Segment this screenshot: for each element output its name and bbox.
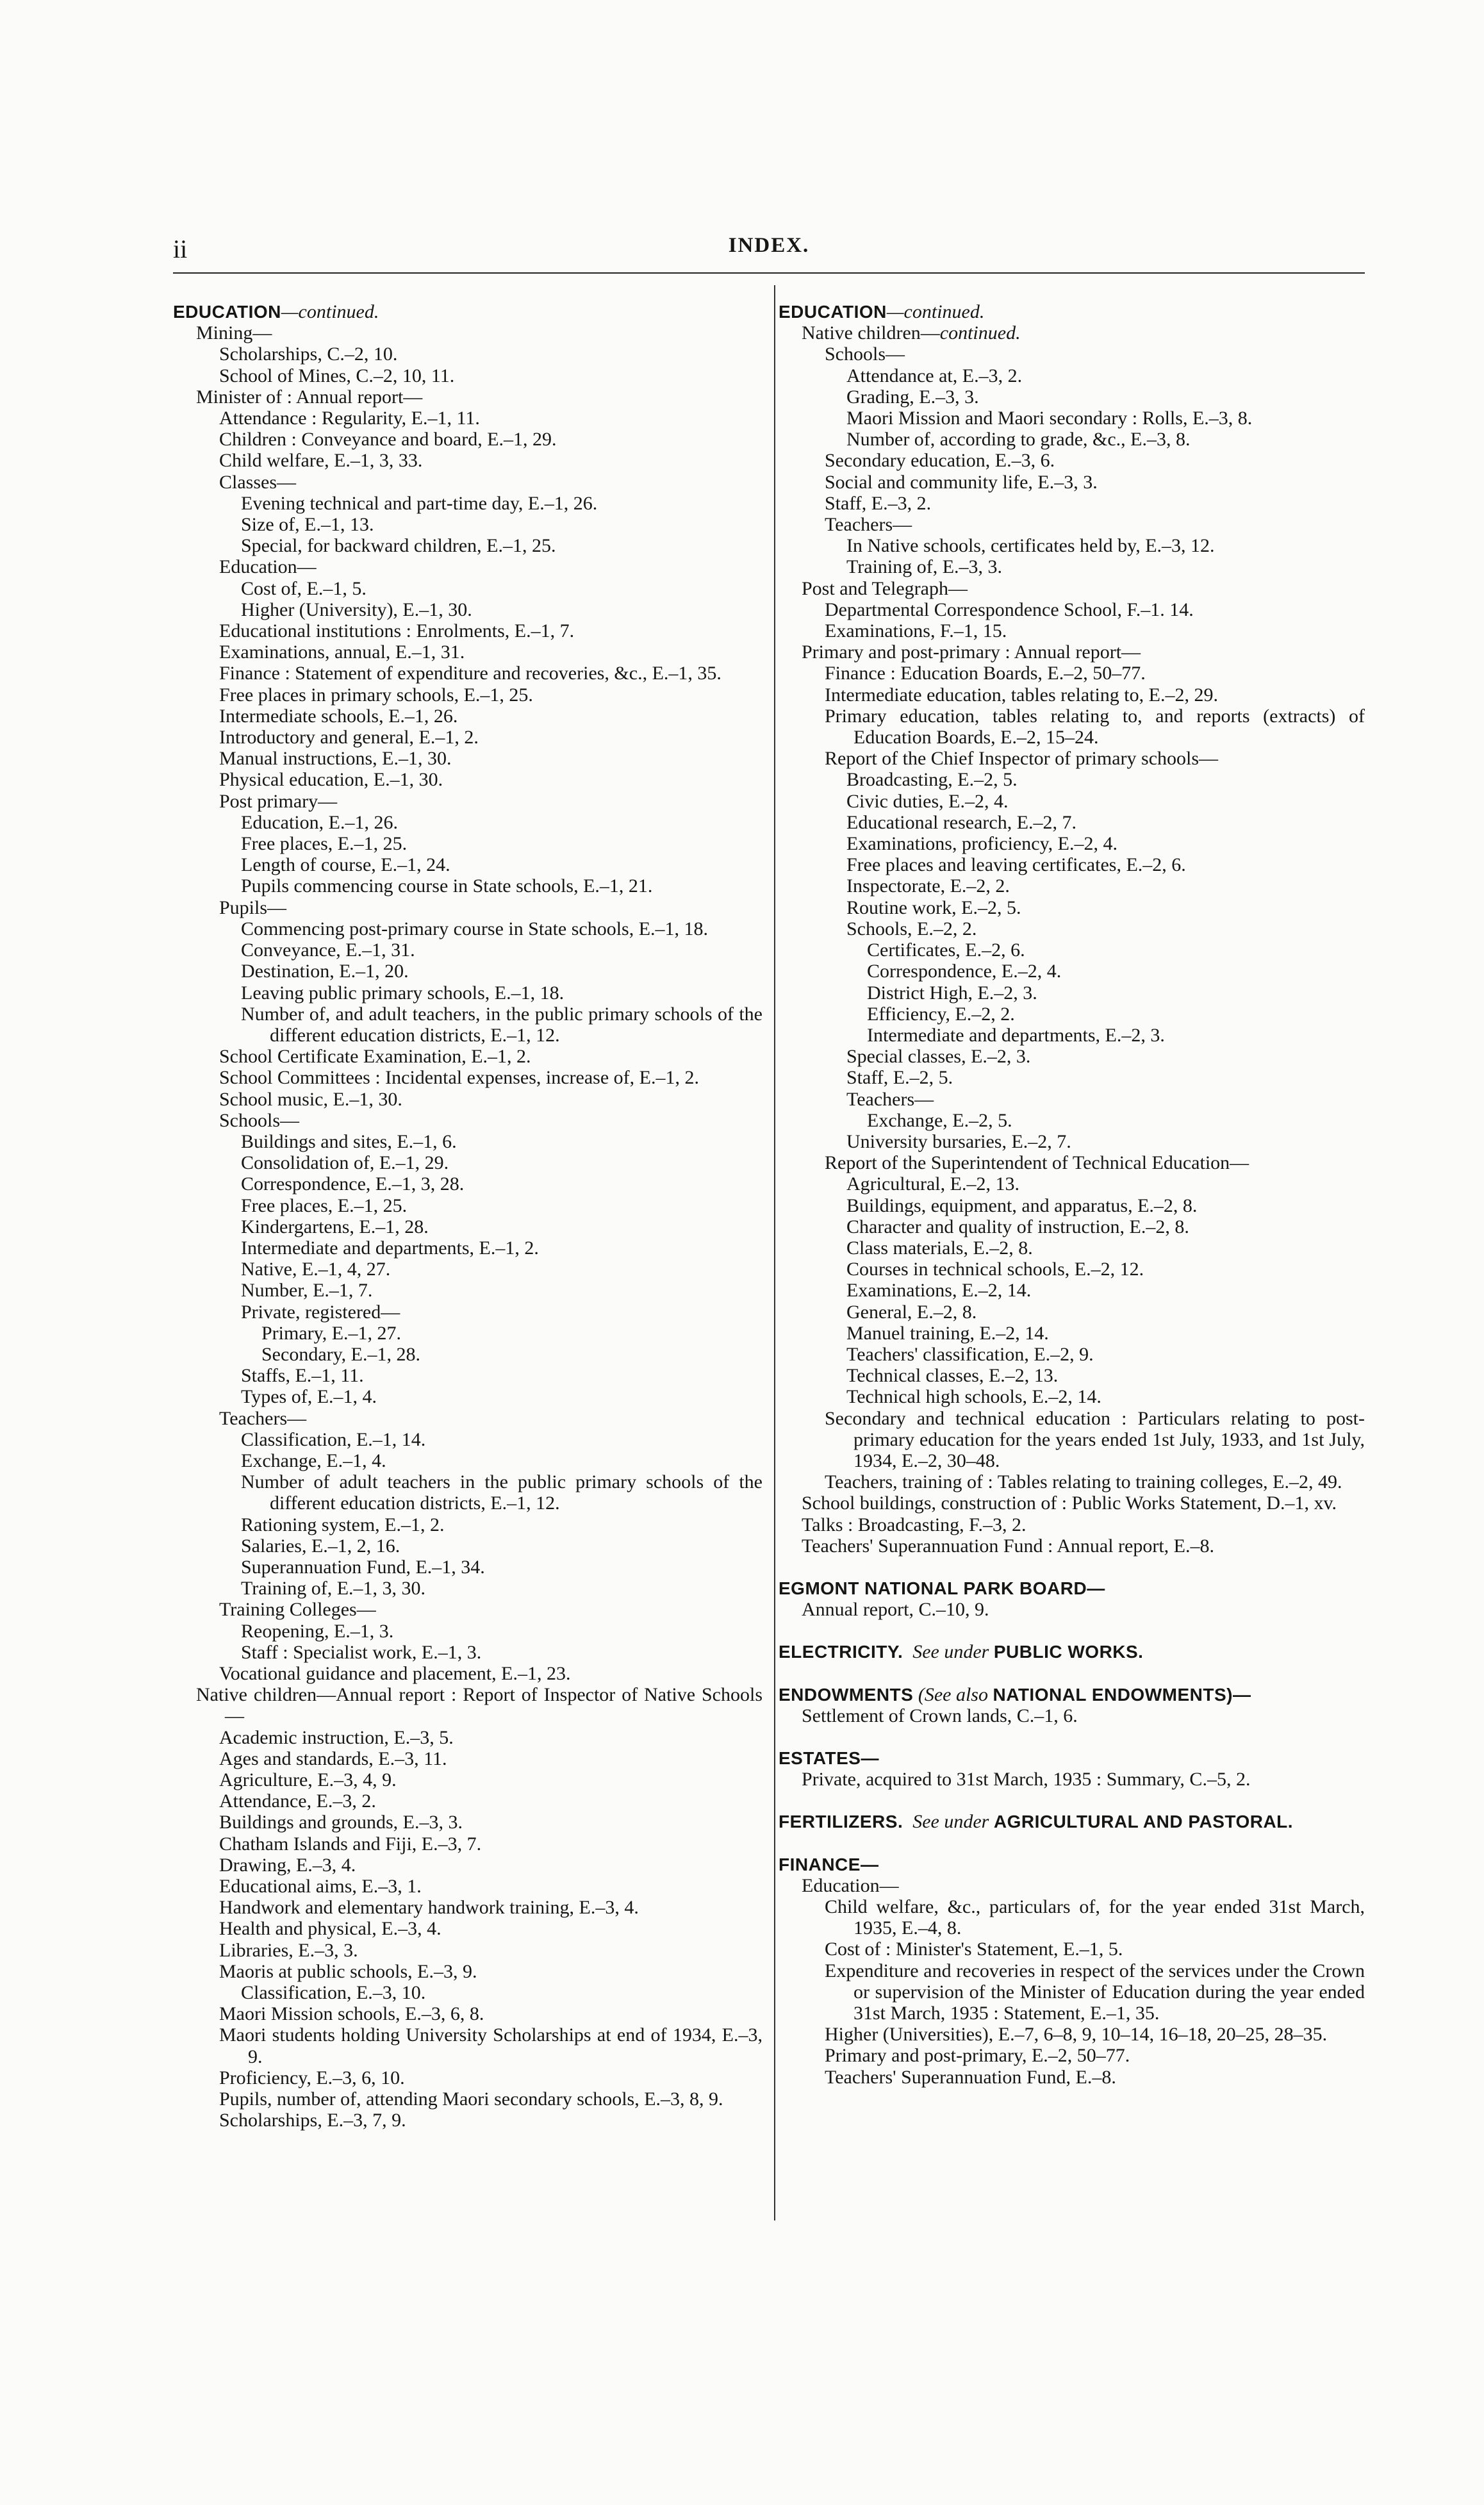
index-entry: Maori students holding University Scholarships at end of 1934, E.–3, 9.	[219, 2024, 763, 2067]
index-entry: Conveyance, E.–1, 31.	[241, 939, 415, 961]
index-entry: Maori Mission and Maori secondary : Rolls, E.–3, 8.	[846, 408, 1253, 429]
index-entry: Primary and post-primary, E.–2, 50–77.	[825, 2045, 1130, 2067]
index-entry: Academic instruction, E.–3, 5.	[219, 1726, 454, 1748]
index-entry: Primary, E.–1, 27.	[261, 1322, 402, 1344]
index-entry: Staffs, E.–1, 11.	[241, 1365, 364, 1387]
index-entry: Expenditure and recoveries in respect of the services under the Crown or supervision of the Minister of Education during the year ended 31st March, 1935 : Statement, E.–1, 35.	[825, 1960, 1365, 2024]
section-heading: EDUCATION—continued.	[779, 301, 985, 322]
index-entry: Chatham Islands and Fiji, E.–3, 7.	[219, 1833, 482, 1855]
index-entry: Teachers' Superannuation Fund, E.–8.	[825, 2066, 1116, 2088]
index-entry: Correspondence, E.–1, 3, 28.	[241, 1173, 465, 1195]
index-entry: Free places, E.–1, 25.	[241, 1195, 408, 1216]
index-entry: Evening technical and part-time day, E.–1, 26.	[241, 492, 598, 514]
sub-heading: Native children—continued.	[802, 322, 1021, 344]
index-entry: Class materials, E.–2, 8.	[846, 1237, 1033, 1259]
index-entry: Schools—	[825, 343, 905, 365]
index-entry: Native children—Annual report : Report of Inspector of Native Schools—	[196, 1684, 763, 1727]
index-entry: Cost of : Minister's Statement, E.–1, 5.	[825, 1939, 1123, 1960]
index-entry: Manual instructions, E.–1, 30.	[219, 748, 452, 770]
index-entry: Agricultural, E.–2, 13.	[846, 1173, 1019, 1195]
index-entry: Private, acquired to 31st March, 1935 : Summary, C.–5, 2.	[802, 1769, 1251, 1790]
section-heading-endowments: ENDOWMENTS (See also NATIONAL ENDOWMENTS)—	[779, 1683, 1251, 1705]
index-entry: Civic duties, E.–2, 4.	[846, 790, 1009, 812]
index-entry: Handwork and elementary handwork training, E.–3, 4.	[219, 1897, 639, 1919]
index-entry: Maoris at public schools, E.–3, 9.	[219, 1960, 477, 1982]
index-entry: Classes—	[219, 471, 296, 493]
index-entry: Length of course, E.–1, 24.	[241, 854, 450, 876]
index-entry: Attendance : Regularity, E.–1, 11.	[219, 408, 480, 429]
index-entry: Kindergartens, E.–1, 28.	[241, 1216, 429, 1237]
page-number: ii	[173, 235, 188, 263]
index-entry: Exchange, E.–1, 4.	[241, 1450, 386, 1471]
index-entry: General, E.–2, 8.	[846, 1301, 977, 1323]
index-entry: Pupils commencing course in State schools, E.–1, 21.	[241, 875, 653, 897]
index-entry: Primary and post-primary : Annual report—	[802, 641, 1141, 663]
index-entry: Higher (University), E.–1, 30.	[241, 599, 472, 620]
index-entry: School Certificate Examination, E.–1, 2.	[219, 1046, 531, 1068]
index-entry: Buildings and sites, E.–1, 6.	[241, 1130, 457, 1152]
index-entry: School music, E.–1, 30.	[219, 1088, 402, 1110]
index-entry: Teachers—	[219, 1407, 307, 1429]
index-entry: School buildings, construction of : Public Works Statement, D.–1, xv.	[802, 1492, 1337, 1514]
index-entry: Buildings, equipment, and apparatus, E.–2, 8.	[846, 1195, 1198, 1216]
index-entry: Consolidation of, E.–1, 29.	[241, 1152, 449, 1174]
index-entry: Examinations, proficiency, E.–2, 4.	[846, 833, 1117, 855]
index-entry: Vocational guidance and placement, E.–1, 23.	[219, 1663, 571, 1684]
index-entry: Teachers—	[825, 514, 912, 536]
index-entry: Talks : Broadcasting, F.–3, 2.	[802, 1514, 1026, 1535]
index-entry: Primary education, tables relating to, and reports (extracts) of Education Boards, E.–2, 15–24.	[825, 705, 1365, 748]
index-entry: Training of, E.–3, 3.	[846, 556, 1003, 578]
index-entry: Secondary education, E.–3, 6.	[825, 450, 1055, 472]
index-entry: Attendance, E.–3, 2.	[219, 1790, 376, 1812]
index-entry: Health and physical, E.–3, 4.	[219, 1918, 441, 1940]
index-entry: Education—	[219, 556, 317, 578]
index-entry: Special, for backward children, E.–1, 25.	[241, 535, 556, 557]
index-entry: Courses in technical schools, E.–2, 12.	[846, 1259, 1144, 1280]
index-entry: Educational institutions : Enrolments, E.–1, 7.	[219, 620, 575, 642]
index-entry: Secondary and technical education : Particulars relating to post-primary education for the years ended 1st July, 1933, and 1st July, 1934, E.–2, 30–48.	[825, 1407, 1365, 1471]
index-entry: Staff, E.–2, 5.	[846, 1067, 953, 1089]
index-entry: Examinations, F.–1, 15.	[825, 620, 1007, 642]
index-entry: Educational research, E.–2, 7.	[846, 811, 1077, 833]
index-entry: Private, registered—	[241, 1301, 400, 1323]
index-entry: Cost of, E.–1, 5.	[241, 577, 367, 599]
index-entry: Number, E.–1, 7.	[241, 1280, 373, 1302]
column-divider	[774, 285, 775, 2220]
page-header	[173, 234, 1365, 267]
section-heading-estates: ESTATES—	[779, 1748, 879, 1768]
index-entry: Efficiency, E.–2, 2.	[867, 1003, 1015, 1025]
index-entry: Post primary—	[219, 790, 338, 812]
index-entry: Report of the Superintendent of Technical Education—	[825, 1152, 1249, 1174]
section-heading-electricity: ELECTRICITY. See under PUBLIC WORKS.	[779, 1641, 1144, 1663]
index-entry: Inspectorate, E.–2, 2.	[846, 875, 1010, 897]
index-entry: Maori Mission schools, E.–3, 6, 8.	[219, 2003, 484, 2025]
index-entry: District High, E.–2, 3.	[867, 982, 1037, 1004]
index-entry: Size of, E.–1, 13.	[241, 514, 374, 536]
index-entry: Libraries, E.–3, 3.	[219, 1939, 358, 1961]
index-entry: Post and Telegraph—	[802, 577, 968, 599]
index-entry: Report of the Chief Inspector of primary schools—	[825, 748, 1219, 770]
index-entry: Intermediate schools, E.–1, 26.	[219, 705, 458, 727]
index-entry: Finance : Statement of expenditure and recoveries, &c., E.–1, 35.	[219, 663, 721, 684]
index-entry: Scholarships, E.–3, 7, 9.	[219, 2110, 406, 2131]
header-rule	[173, 272, 1365, 274]
index-entry: Drawing, E.–3, 4.	[219, 1854, 356, 1876]
index-entry: Classification, E.–1, 14.	[241, 1428, 426, 1450]
index-entry: Intermediate and departments, E.–2, 3.	[867, 1024, 1165, 1046]
index-entry: Minister of : Annual report—	[196, 386, 423, 408]
index-entry: Children : Conveyance and board, E.–1, 29.	[219, 429, 557, 451]
index-entry: Training of, E.–1, 3, 30.	[241, 1578, 426, 1600]
index-entry: Secondary, E.–1, 28.	[261, 1343, 420, 1365]
index-entry: Agriculture, E.–3, 4, 9.	[219, 1769, 397, 1791]
index-entry: Teachers—	[846, 1088, 934, 1110]
index-entry: Mining—	[196, 322, 272, 344]
right-column	[779, 301, 1365, 2088]
index-entry: Classification, E.–3, 10.	[241, 1982, 426, 2004]
index-entry: Superannuation Fund, E.–1, 34.	[241, 1556, 485, 1578]
index-entry: Native, E.–1, 4, 27.	[241, 1259, 391, 1280]
index-entry: Schools, E.–2, 2.	[846, 918, 977, 939]
index-entry: Destination, E.–1, 20.	[241, 961, 409, 982]
index-entry: Leaving public primary schools, E.–1, 18.	[241, 982, 565, 1004]
index-entry: Certificates, E.–2, 6.	[867, 939, 1025, 961]
index-entry: Exchange, E.–2, 5.	[867, 1109, 1012, 1131]
index-entry: Examinations, E.–2, 14.	[846, 1280, 1032, 1302]
index-entry: University bursaries, E.–2, 7.	[846, 1130, 1071, 1152]
index-entry: School Committees : Incidental expenses, increase of, E.–1, 2.	[219, 1067, 699, 1089]
index-entry: Character and quality of instruction, E.–2, 8.	[846, 1216, 1189, 1237]
section-heading-fertilizers: FERTILIZERS. See under AGRICULTURAL AND PASTORAL.	[779, 1811, 1294, 1833]
index-entry: Schools—	[219, 1109, 300, 1131]
index-entry: Grading, E.–3, 3.	[846, 386, 979, 408]
index-entry: Free places, E.–1, 25.	[241, 833, 408, 855]
section-heading-egmont: EGMONT NATIONAL PARK BOARD—	[779, 1578, 1105, 1598]
index-entry: Rationing system, E.–1, 2.	[241, 1514, 445, 1535]
index-entry: Pupils—	[219, 897, 287, 918]
index-entry: Free places and leaving certificates, E.–2, 6.	[846, 854, 1186, 876]
index-entry: Number of, according to grade, &c., E.–3, 8.	[846, 429, 1191, 451]
index-entry: Free places in primary schools, E.–1, 25.	[219, 684, 533, 706]
left-column	[173, 301, 763, 2131]
page-title: INDEX.	[728, 234, 810, 257]
index-entry: School of Mines, C.–2, 10, 11.	[219, 365, 455, 386]
index-entry: Number of, and adult teachers, in the public primary schools of the different education districts, E.–1, 12.	[241, 1003, 763, 1046]
index-entry: Technical classes, E.–2, 13.	[846, 1365, 1059, 1387]
index-entry: Manuel training, E.–2, 14.	[846, 1322, 1049, 1344]
index-entry: In Native schools, certificates held by, E.–3, 12.	[846, 535, 1215, 557]
index-entry: Reopening, E.–1, 3.	[241, 1620, 394, 1642]
index-entry: Proficiency, E.–3, 6, 10.	[219, 2067, 405, 2088]
index-entry: Commencing post-primary course in State schools, E.–1, 18.	[241, 918, 709, 939]
index-entry: Buildings and grounds, E.–3, 3.	[219, 1812, 463, 1833]
index-entry: Training Colleges—	[219, 1599, 376, 1621]
index-entry: Educational aims, E.–3, 1.	[219, 1876, 422, 1897]
index-entry: Introductory and general, E.–1, 2.	[219, 727, 479, 748]
index-entry: Intermediate education, tables relating to, E.–2, 29.	[825, 684, 1218, 706]
index-entry: Intermediate and departments, E.–1, 2.	[241, 1237, 539, 1259]
index-entry: Departmental Correspondence School, F.–1. 14.	[825, 599, 1194, 620]
index-entry: Teachers, training of : Tables relating to training colleges, E.–2, 49.	[825, 1471, 1342, 1493]
index-entry: Staff : Specialist work, E.–1, 3.	[241, 1641, 482, 1663]
index-entry: Number of adult teachers in the public primary schools of the different education districts, E.–1, 12.	[241, 1471, 763, 1514]
index-entry: Child welfare, E.–1, 3, 33.	[219, 450, 423, 472]
index-entry: Routine work, E.–2, 5.	[846, 897, 1021, 918]
index-entry: Settlement of Crown lands, C.–1, 6.	[802, 1705, 1078, 1726]
index-entry: Broadcasting, E.–2, 5.	[846, 769, 1018, 791]
index-entry: Staff, E.–3, 2.	[825, 492, 932, 514]
index-entry: Correspondence, E.–2, 4.	[867, 961, 1062, 982]
index-entry: Technical high schools, E.–2, 14.	[846, 1386, 1101, 1408]
index-entry: Education, E.–1, 26.	[241, 811, 398, 833]
index-entry: Pupils, number of, attending Maori secondary schools, E.–3, 8, 9.	[219, 2088, 723, 2110]
index-entry: Child welfare, &c., particulars of, for the year ended 31st March, 1935, E.–4, 8.	[825, 1896, 1365, 1939]
index-entry: Attendance at, E.–3, 2.	[846, 365, 1023, 386]
index-entry: Scholarships, C.–2, 10.	[219, 343, 398, 365]
index-entry: Social and community life, E.–3, 3.	[825, 471, 1098, 493]
index-entry: Teachers' Superannuation Fund : Annual report, E.–8.	[802, 1535, 1214, 1557]
index-entry: Physical education, E.–1, 30.	[219, 769, 443, 791]
section-heading: EDUCATION—continued.	[173, 301, 379, 322]
index-entry: Higher (Universities), E.–7, 6–8, 9, 10–14, 16–18, 20–25, 28–35.	[825, 2024, 1328, 2046]
index-entry: Education—	[802, 1874, 899, 1896]
section-heading-finance: FINANCE—	[779, 1854, 879, 1874]
index-entry: Annual report, C.–10, 9.	[802, 1599, 989, 1621]
index-entry: Finance : Education Boards, E.–2, 50–77.	[825, 663, 1146, 684]
index-entry: Examinations, annual, E.–1, 31.	[219, 641, 465, 663]
index-entry: Teachers' classification, E.–2, 9.	[846, 1343, 1094, 1365]
index-entry: Salaries, E.–1, 2, 16.	[241, 1535, 400, 1557]
index-entry: Special classes, E.–2, 3.	[846, 1046, 1031, 1068]
index-entry: Ages and standards, E.–3, 11.	[219, 1748, 447, 1769]
index-entry: Types of, E.–1, 4.	[241, 1386, 377, 1408]
